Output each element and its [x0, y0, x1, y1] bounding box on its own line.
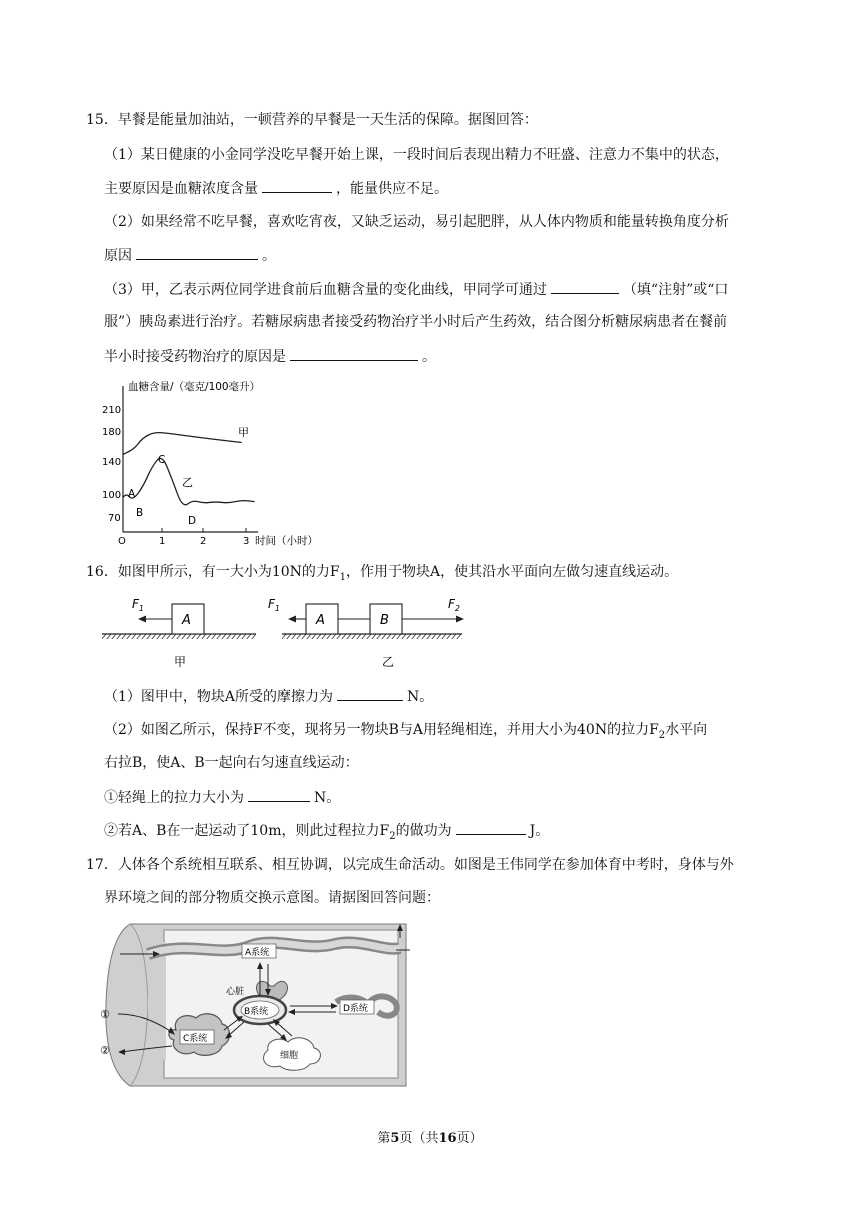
answer-blank[interactable] — [290, 346, 418, 361]
y-tick-label: 100 — [102, 490, 122, 501]
q16-part1 — [104, 686, 433, 707]
blood-sugar-chart — [98, 376, 330, 550]
y-tick-label: 140 — [102, 457, 122, 468]
q16-part1-unit: N。 — [407, 689, 434, 705]
subscript: 2 — [389, 830, 396, 842]
mark-2: ② — [100, 1044, 110, 1057]
footer-mid: 页（共 — [399, 1131, 439, 1146]
y-tick-label: 210 — [102, 405, 122, 416]
point-label-b: B — [136, 507, 144, 519]
chart-series — [123, 433, 255, 505]
q15-part3-text2: 半小时接受药物治疗的原因是 — [104, 349, 286, 365]
footer-pre: 第 — [377, 1131, 391, 1146]
figure-label-jia: 甲 — [174, 655, 187, 669]
answer-blank[interactable] — [248, 787, 310, 802]
page-total: 16 — [438, 1131, 457, 1146]
series-label-jia: 甲 — [238, 426, 249, 439]
q15-part3-line2: 服”）胰岛素进行治疗。若糖尿病患者接受药物治疗半小时后产生药效，结合图分析糖尿病患者在餐前 — [104, 314, 728, 330]
series-label-yi: 乙 — [182, 476, 193, 489]
q17-stem-line2: 界环境之间的部分物质交换示意图。请据图回答问题： — [104, 890, 440, 906]
b-system-label: B系统 — [244, 1007, 269, 1017]
block-a-label: A — [182, 613, 191, 628]
y-tick-label: 180 — [102, 427, 122, 438]
heart-label: 心脏 — [226, 987, 245, 997]
body-exchange-diagram — [100, 918, 410, 1090]
body-wall — [148, 942, 166, 1060]
figure-yi — [268, 597, 464, 669]
ground-hatch — [102, 634, 256, 639]
q16-stem — [86, 562, 678, 588]
q15-part1-line1: （1）某日健康的小金同学没吃早餐开始上课，一段时间后表现出精力不旺盛、注意力不集中的状态， — [104, 147, 729, 163]
answer-blank[interactable] — [337, 686, 403, 701]
arrowhead — [288, 616, 296, 623]
figure-label-yi: 乙 — [382, 655, 395, 669]
q16-part2-line2: 右拉B，使A、B一起向右匀速直线运动： — [104, 755, 359, 771]
block-a-label: A — [316, 613, 325, 628]
figure-jia — [102, 597, 256, 669]
q16-part2-line1 — [104, 720, 707, 746]
c-system-label: C系统 — [183, 1034, 208, 1044]
point-label-a: A — [128, 488, 136, 500]
subscript: 2 — [658, 729, 666, 741]
page-footer — [0, 1127, 860, 1146]
q16-part2-c2 — [104, 820, 549, 847]
arrowhead — [138, 616, 146, 623]
q15-part1-text: 主要原因是血糖浓度含量 — [104, 181, 258, 197]
y-tick-labels — [102, 405, 121, 524]
q15-part3-line3 — [104, 346, 436, 367]
x-tick-label: 3 — [243, 536, 250, 547]
answer-blank[interactable] — [136, 245, 258, 260]
q16-c1-text: ①轻绳上的拉力大小为 — [104, 790, 244, 806]
page-number: 5 — [390, 1131, 400, 1146]
q16-stem-end: ，作用于物块A，使其沿水平面向左做匀速直线运动。 — [345, 564, 679, 580]
y-tick-label: 70 — [108, 513, 121, 524]
force-label-f1: $F_1$ — [132, 597, 144, 613]
q16-part2-text: （2）如图乙所示，保持F不变，现将另一物块B与A用轻绳相连，并用大小为40N的拉力F — [104, 722, 659, 738]
force-label-f2: $F_2$ — [448, 597, 460, 613]
answer-blank[interactable] — [262, 178, 332, 193]
force-diagram — [96, 592, 476, 674]
q15-part3-tail: 。 — [422, 349, 436, 365]
q15-part3-line1 — [104, 279, 728, 300]
block-b-label: B — [380, 613, 389, 628]
cell-label: 细胞 — [280, 1051, 299, 1061]
q15-part1-tail: ，能量供应不足。 — [336, 181, 448, 197]
arrowhead — [456, 616, 464, 623]
point-label-d: D — [188, 515, 197, 527]
point-label-c: C — [158, 454, 166, 466]
x-tick-label: 2 — [200, 536, 207, 547]
x-tick-label: 1 — [159, 536, 166, 547]
a-system-label: A系统 — [245, 948, 270, 958]
x-tick-labels — [118, 536, 249, 547]
x-tick-label: O — [118, 536, 126, 547]
force-label-f1: $F_1$ — [268, 597, 280, 613]
subscript: 1 — [339, 571, 346, 583]
q15-part2-line2 — [104, 245, 276, 266]
q15-part1-line2 — [104, 178, 448, 199]
answer-blank[interactable] — [551, 279, 619, 294]
q15-stem: 15．早餐是能量加油站，一顿营养的早餐是一天生活的保障。据图回答： — [86, 112, 538, 128]
q16-c2-text2: 的做功为 — [395, 823, 452, 839]
q17-stem-line1: 17．人体各个系统相互联系、相互协调，以完成生命活动。如图是王伟同学在参加体育中考时，身体与外 — [86, 857, 734, 873]
answer-blank[interactable] — [456, 820, 526, 835]
q16-stem-text: 16．如图甲所示，有一大小为10N的力F — [86, 564, 340, 580]
q16-c1-unit: N。 — [314, 790, 341, 806]
q16-c2-unit: J。 — [529, 823, 550, 839]
series-line-jia — [123, 433, 242, 455]
chart-ylabel: 血糖含量/（毫克/100毫升） — [128, 381, 261, 393]
q16-part1-text: （1）图甲中，物块A所受的摩擦力为 — [104, 689, 334, 705]
q16-c2-text: ②若A、B在一起运动了10m，则此过程拉力F — [104, 823, 390, 839]
footer-post: 页） — [456, 1131, 483, 1146]
q15-part3-text: （3）甲，乙表示两位同学进食前后血糖含量的变化曲线，甲同学可通过 — [104, 282, 547, 298]
mark-1: ① — [100, 1008, 110, 1021]
q15-part2-text: 原因 — [104, 248, 132, 264]
q15-part2-tail: 。 — [262, 248, 276, 264]
q15-part2-line1: （2）如果经常不吃早餐，喜欢吃宵夜，又缺乏运动，易引起肥胖，从人体内物质和能量转换角度分析 — [104, 214, 729, 230]
q15-part3-hint: （填“注射”或“口 — [622, 282, 729, 298]
ground-hatch — [282, 634, 462, 639]
d-system-label: D系统 — [343, 1004, 368, 1014]
chart-xlabel: 时间（小时） — [255, 535, 318, 547]
q16-part2-text-end: 水平向 — [665, 722, 708, 738]
q16-part2-c1 — [104, 787, 340, 808]
